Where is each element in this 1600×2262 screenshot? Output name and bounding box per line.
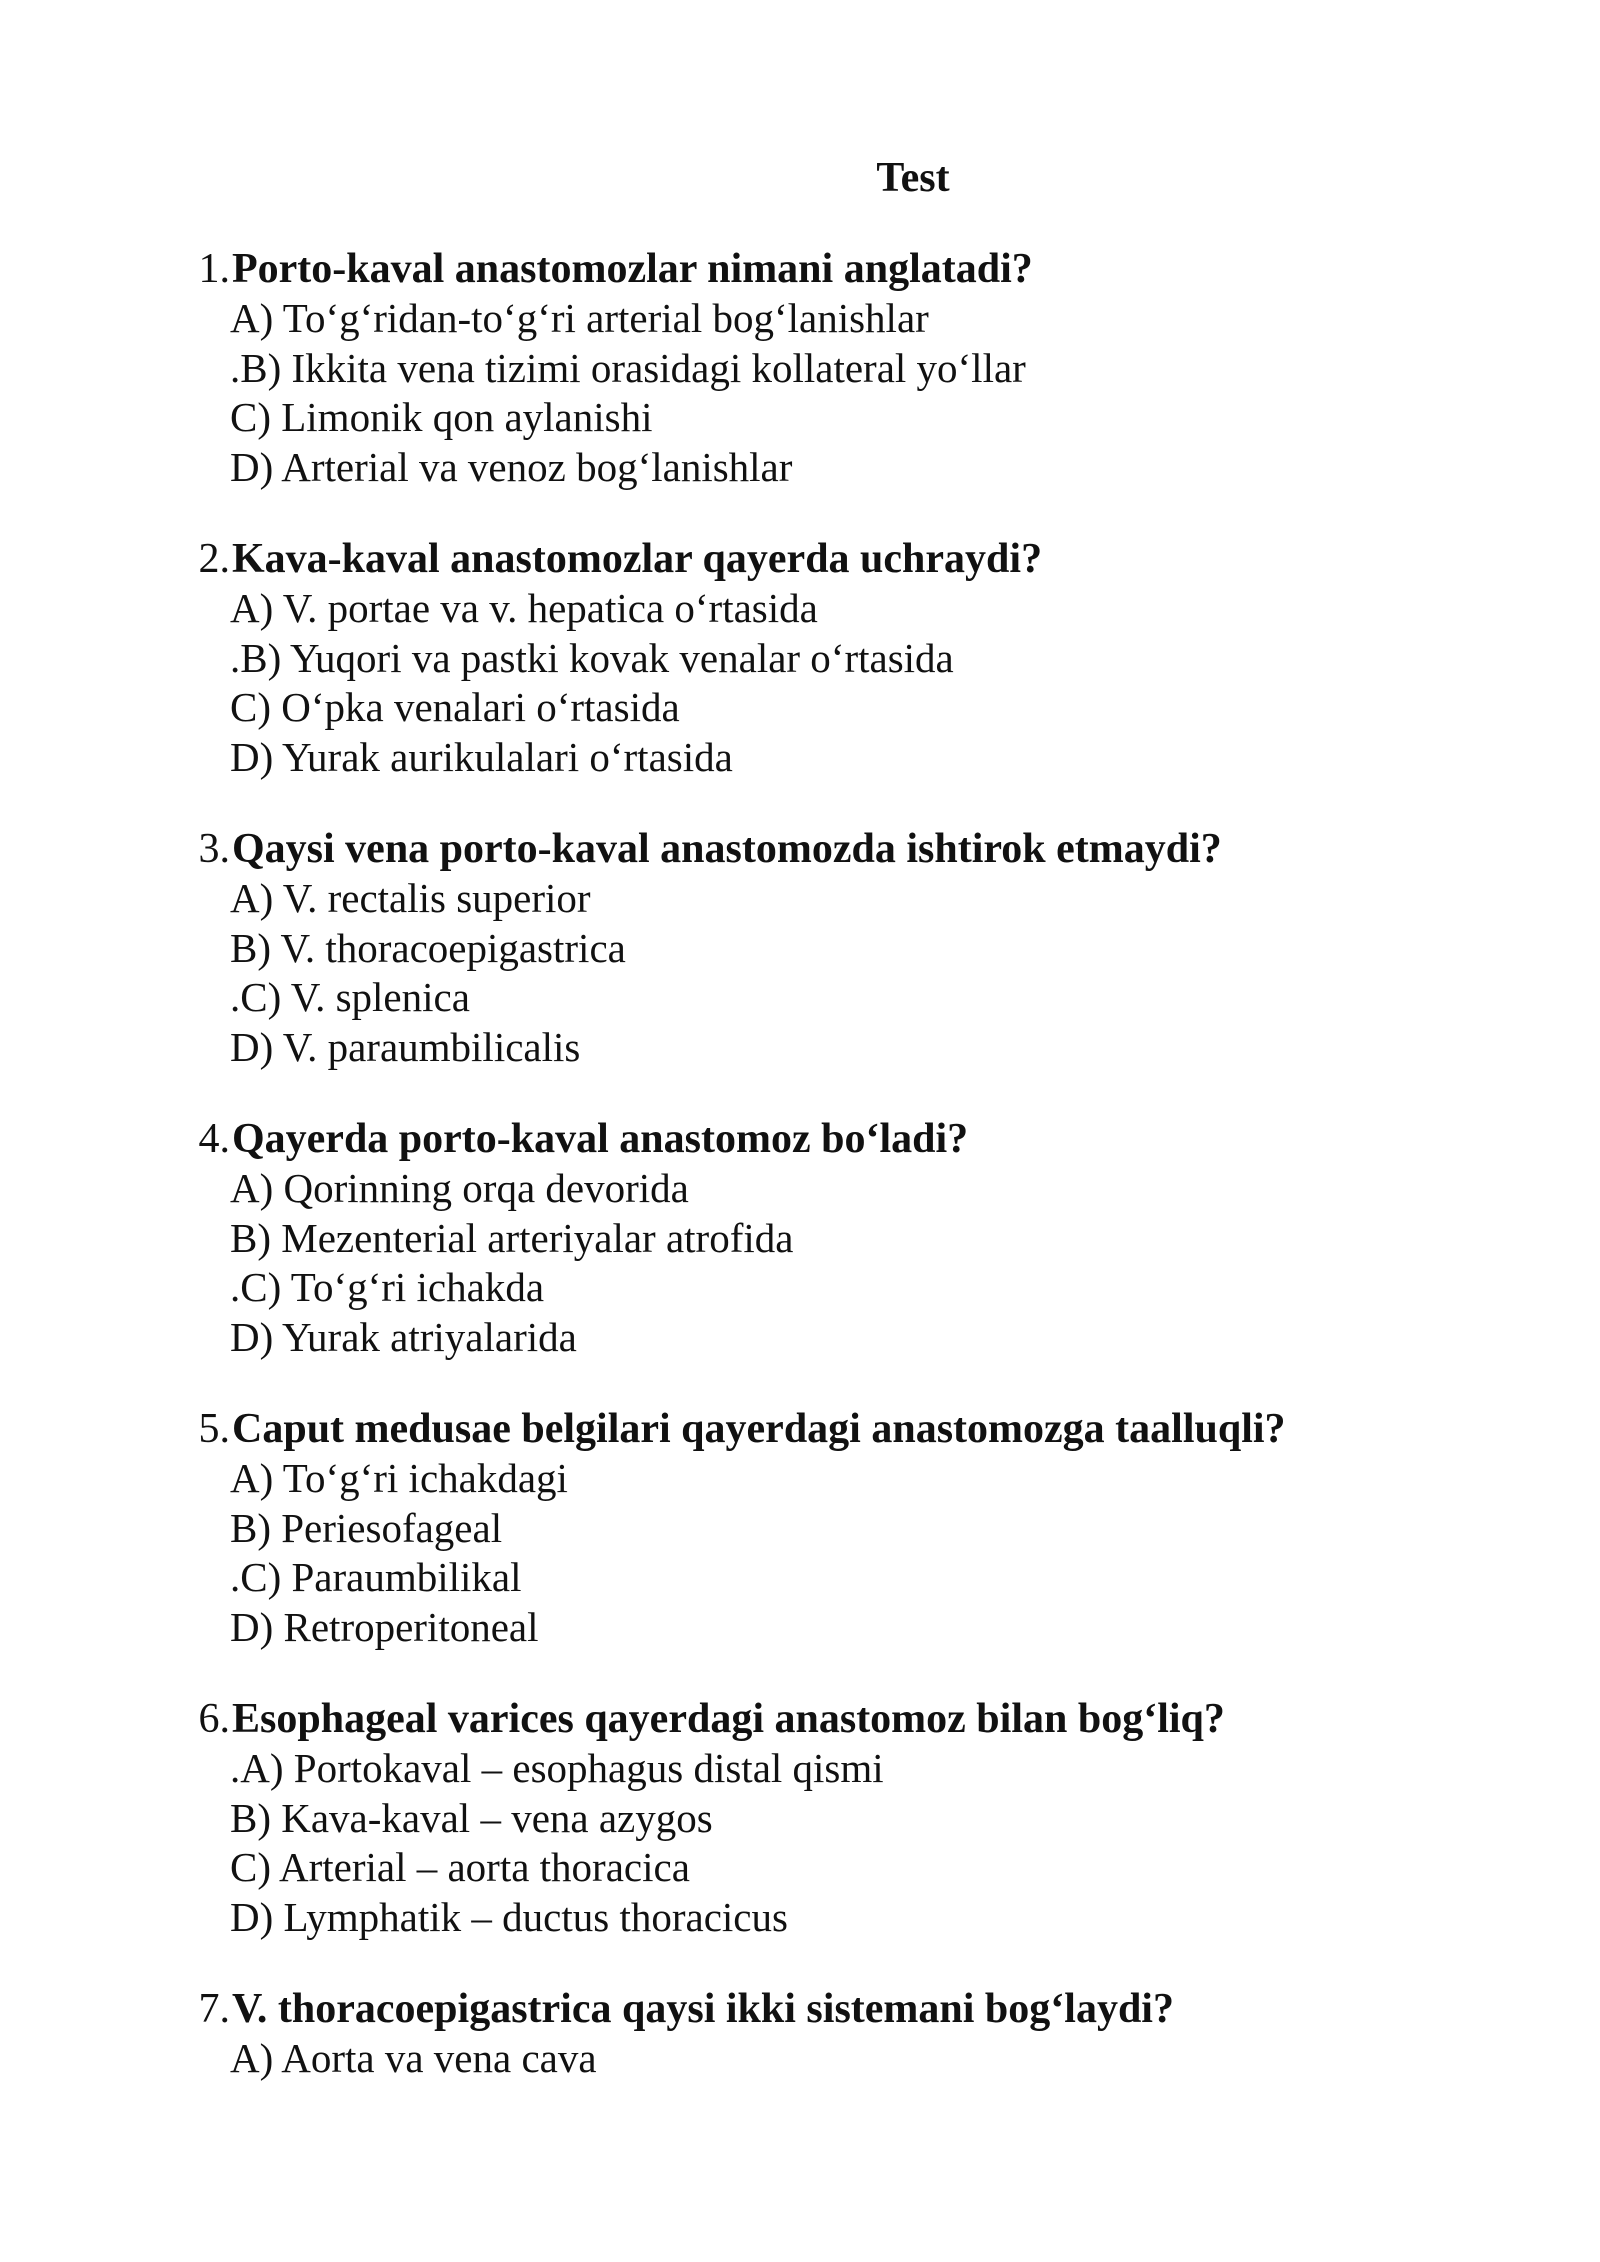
- question-text: Qayerda porto-kaval anastomoz bo‘ladi?: [232, 1116, 969, 1162]
- question-header: [188, 1114, 1568, 1164]
- answer-option: .C) To‘g‘ri ichakda: [230, 1264, 545, 1310]
- question-header: [188, 1984, 1568, 2034]
- question-number: 4.: [198, 1116, 230, 1162]
- answer-option: D) V. paraumbilicalis: [230, 1023, 581, 1070]
- question-item: [188, 1114, 1568, 1362]
- question-text: Porto-kaval anastomozlar nimani anglatadi?: [232, 246, 1033, 292]
- question-item: [188, 1694, 1568, 1942]
- question-header: [188, 1694, 1568, 1744]
- question-text: Esophageal varices qayerdagi anastomoz bilan bog‘liq?: [232, 1696, 1225, 1742]
- question-text: Caput medusae belgilari qayerdagi anastomozga taalluqli?: [232, 1406, 1286, 1452]
- question-text: Kava-kaval anastomozlar qayerda uchraydi?: [232, 536, 1043, 582]
- answer-option: D) Arterial va venoz bog‘lanishlar: [230, 443, 793, 490]
- answer-option: .A) Portokaval – esophagus distal qismi: [230, 1745, 884, 1791]
- answer-options: [188, 874, 1568, 1072]
- answer-option: D) Retroperitoneal: [230, 1603, 539, 1650]
- answer-options: [188, 1744, 1568, 1942]
- answer-option: .B) Ikkita vena tizimi orasidagi kollateral yo‘llar: [230, 344, 1026, 391]
- answer-option: A) To‘g‘ridan-to‘g‘ri arterial bog‘lanishlar: [230, 295, 929, 341]
- question-number: 7.: [198, 1986, 230, 2032]
- question-number: 1.: [198, 246, 230, 292]
- question-header: [188, 824, 1568, 874]
- question-number: 3.: [198, 826, 230, 872]
- question-item: [188, 244, 1568, 492]
- answer-option: D) Yurak atriyalarida: [230, 1313, 577, 1360]
- answer-option: A) V. rectalis superior: [230, 875, 591, 921]
- answer-options: [188, 2034, 1568, 2084]
- question-text: V. thoracoepigastrica qaysi ikki sistemani bog‘laydi?: [232, 1986, 1174, 2032]
- answer-option: D) Yurak aurikulalari o‘rtasida: [230, 733, 733, 780]
- question-text: Qaysi vena porto-kaval anastomozda ishtirok etmaydi?: [232, 826, 1222, 872]
- answer-option: C) Arterial – aorta thoracica: [230, 1844, 690, 1890]
- page-title: Test: [876, 155, 950, 201]
- answer-option: .C) V. splenica: [230, 974, 470, 1020]
- answer-option: .B) Yuqori va pastki kovak venalar o‘rtasida: [230, 634, 954, 681]
- question-list: [188, 244, 1568, 2126]
- answer-option: C) O‘pka venalari o‘rtasida: [230, 684, 680, 730]
- answer-option: A) V. portae va v. hepatica o‘rtasida: [230, 585, 818, 631]
- question-header: [188, 534, 1568, 584]
- question-header: [188, 244, 1568, 294]
- answer-option: B) Kava-kaval – vena azygos: [230, 1794, 713, 1841]
- question-number: 6.: [198, 1696, 230, 1742]
- answer-options: [188, 584, 1568, 782]
- answer-options: [188, 1454, 1568, 1652]
- question-header: [188, 1404, 1568, 1454]
- answer-option: A) To‘g‘ri ichakdagi: [230, 1455, 568, 1501]
- question-item: [188, 1404, 1568, 1652]
- answer-options: [188, 294, 1568, 492]
- answer-option: A) Qorinning orqa devorida: [230, 1165, 689, 1211]
- answer-option: B) Periesofageal: [230, 1504, 503, 1551]
- answer-option: D) Lymphatik – ductus thoracicus: [230, 1893, 788, 1940]
- question-item: [188, 824, 1568, 1072]
- question-number: 2.: [198, 536, 230, 582]
- answer-options: [188, 1164, 1568, 1362]
- answer-option: B) V. thoracoepigastrica: [230, 924, 626, 971]
- question-item: [188, 534, 1568, 782]
- answer-option: C) Limonik qon aylanishi: [230, 394, 653, 440]
- answer-option: A) Aorta va vena cava: [230, 2035, 597, 2081]
- question-number: 5.: [198, 1406, 230, 1452]
- answer-option: .C) Paraumbilikal: [230, 1554, 522, 1600]
- answer-option: B) Mezenterial arteriyalar atrofida: [230, 1214, 794, 1261]
- question-item: [188, 1984, 1568, 2084]
